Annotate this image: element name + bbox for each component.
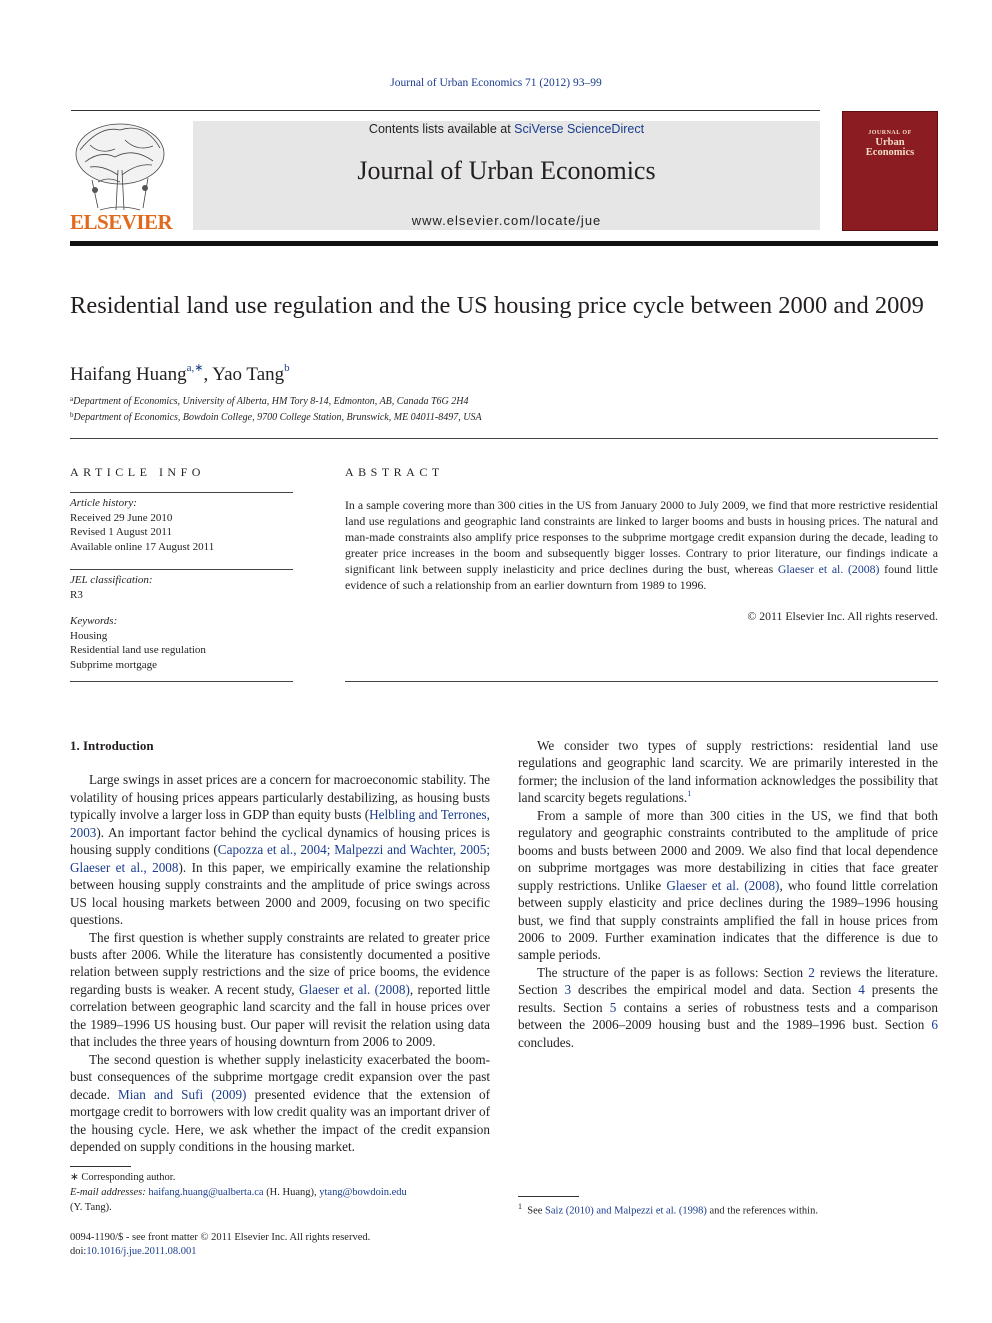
header-thick-rule <box>70 241 938 246</box>
divider <box>70 681 293 682</box>
section-link[interactable]: 5 <box>609 999 617 1015</box>
divider <box>70 438 938 439</box>
header-rule <box>71 110 820 111</box>
email-link[interactable]: haifang.huang@ualberta.ca <box>148 1187 264 1198</box>
citation-link[interactable]: Mian and Sufi (2009) <box>118 1086 247 1102</box>
keyword: Housing <box>70 629 108 642</box>
author-separator: , <box>203 364 213 385</box>
footnote-number: 1 <box>518 1202 522 1211</box>
footnote-rule <box>70 1166 131 1167</box>
issn-line: 0094-1190/$ - see front matter © 2011 Elsevier Inc. All rights reserved. <box>70 1232 371 1243</box>
body-column-right <box>518 737 938 1051</box>
history-item: Available online 17 August 2011 <box>70 540 215 553</box>
keyword: Residential land use regulation <box>70 644 206 656</box>
author-affil-mark[interactable]: a,∗ <box>186 362 204 374</box>
paragraph: We consider two types of supply restrictions: residential land use regulations and geographic land scarcity. We are primarily interested in the former; the inclusion of the land information acknowledges the possibility that land scarcity begets regulations.$^1$ <box>518 738 938 806</box>
citation-link[interactable]: Glaeser et al. (2008) <box>777 562 880 576</box>
divider <box>70 492 293 493</box>
history-item: Received 29 June 2010 <box>70 511 173 524</box>
doi-line <box>70 1244 490 1259</box>
section-link[interactable]: 6 <box>931 1017 938 1033</box>
contents-prefix: Contents lists available at <box>368 122 515 136</box>
email-link[interactable]: ytang@bowdoin.edu <box>319 1187 407 1198</box>
abstract-body: In a sample covering more than 300 cities in the US from January 2000 to July 2009, we find that more restrictive residential land use regulations and geographic land constraints are linked to larger booms and busts in housing prices. The natural and man-made constraints also amplify price responses to the subprime mortgage credit expansion during the decade, leading to greater price increases in the boom and subsequently bigger losses. Contrary to prior literature, our findings indicate a significant link between supply inelasticity and price declines during the bust, whereas <box>345 498 938 576</box>
author-affil-mark[interactable]: b <box>284 362 290 374</box>
abstract-text <box>345 497 938 593</box>
divider <box>70 569 293 570</box>
section-link[interactable]: 2 <box>808 964 815 980</box>
affil-text: Department of Economics, Bowdoin College, 9700 College Station, Brunswick, ME 04011-8497, USA <box>73 412 482 423</box>
citation-link[interactable]: Saiz (2010) and Malpezzi et al. (1998) <box>545 1205 707 1217</box>
elsevier-wordmark: ELSEVIER <box>70 210 173 234</box>
abstract-body: found little evidence of such a relationship from an earlier downturn from 1989 to 1996. <box>345 562 939 592</box>
jel-label: JEL classification: <box>70 574 153 586</box>
abstract-copyright: © 2011 Elsevier Inc. All rights reserved. <box>747 609 938 623</box>
authors <box>70 361 290 386</box>
affil-text: Department of Economics, University of Alberta, HM Tory 8-14, Edmonton, AB, Canada T6G 2H4 <box>73 396 469 407</box>
citation-link[interactable]: Glaeser et al. (2008) <box>666 877 780 893</box>
section-link[interactable]: 4 <box>858 982 865 998</box>
affiliation-a <box>70 395 468 407</box>
footnote-text: and the references within. <box>706 1205 818 1217</box>
cover-title-small: JOURNAL OF <box>868 130 912 136</box>
article-title: Residential land use regulation and the US housing price cycle between 2000 and 2009 <box>70 292 924 319</box>
paragraph: The structure of the paper is as follows: Section 2 reviews the literature. Section 3 describes the empirical model and data. Section 4 presents the results. Section 5 contains a series of robustness tests and a comparison between the 2006–2009 housing bust and the 1989–1996 bust. Section 6 concludes. <box>518 964 938 1050</box>
paragraph: From a sample of more than 300 cities in the US, we find that both regulatory and geographic constraints contributed to the amplitude of price booms and busts between 2000 and 2009. We also find that local dependence on subprime mortgages was more destabilizing in cities that face greater supply restrictions. Unlike Glaeser et al. (2008), who found little correlation between supply elasticity and price declines during the 1989–1996 housing bust, we find that supply constraints amplified the fall in house prices from 2006 to 2009. Further examination indicates that the difference is due to sample periods. <box>518 807 938 963</box>
citation-link[interactable]: Capozza et al., 2004; Malpezzi and Wachter, 2005; Glaeser et al., 2008 <box>70 842 490 875</box>
citation-link[interactable]: Glaeser et al. (2008) <box>298 981 410 997</box>
cover-title <box>842 128 938 158</box>
email-addresses <box>70 1185 490 1215</box>
section-link[interactable]: 3 <box>564 982 572 998</box>
running-head[interactable]: Journal of Urban Economics 71 (2012) 93–99 <box>390 77 602 89</box>
article-info-heading: ARTICLE INFO <box>70 465 205 479</box>
jel-code: R3 <box>70 588 83 601</box>
email-owner: (H. Huang), <box>263 1187 320 1198</box>
abstract-heading: ABSTRACT <box>345 465 444 479</box>
cover-title-line2: Economics <box>865 147 915 158</box>
jel-classification <box>70 573 293 602</box>
journal-name: Journal of Urban Economics <box>357 156 656 185</box>
body-column-left <box>70 737 490 1155</box>
footnote-rule <box>518 1196 579 1197</box>
paragraph: Large swings in asset prices are a concern for macroeconomic stability. The volatility of housing prices appears particularly destabilizing, as housing busts typically involve a larger loss in GDP than equity busts (Helbling and Terrones, 2003). An important factor behind the cyclical dynamics of housing prices is housing supply conditions (Capozza et al., 2004; Malpezzi and Wachter, 2005; Glaeser et al., 2008). In this paper, we empirically examine the relationship between housing supply constraints and the amplitude of price swings across US local housing markets between 2000 and 2009, focusing on two specific questions. <box>70 772 490 928</box>
email-owner: (Y. Tang). <box>70 1202 112 1213</box>
affiliation-b <box>70 411 482 423</box>
doi-link[interactable]: 10.1016/j.jue.2011.08.001 <box>86 1246 197 1257</box>
footnote-1 <box>518 1199 938 1219</box>
email-label: E-mail addresses: <box>70 1187 146 1198</box>
author-name: Haifang Huang <box>70 364 187 385</box>
history-item: Revised 1 August 2011 <box>70 526 172 538</box>
paragraph: The first question is whether supply constraints are related to greater price busts after 2006. While the literature has consistently documented a positive relation between supply restrictions and the size of price booms, the evidence regarding busts is weaker. A recent study, Glaeser et al. (2008), reported little correlation between geographic land scarcity and the fall in house prices over the 1989–1996 US housing bust. Our paper will revisit the relation using data that includes the three years of housing downturn from 2006 to 2009. <box>70 929 490 1050</box>
author-name: Yao Tang <box>212 364 285 385</box>
keyword: Subprime mortgage <box>70 658 158 671</box>
keywords-label: Keywords: <box>70 615 118 627</box>
section-heading: 1. Introduction <box>70 738 154 753</box>
citation-link[interactable]: Helbling and Terrones, 2003 <box>70 807 490 840</box>
journal-url[interactable]: www.elsevier.com/locate/jue <box>411 213 602 228</box>
contents-line <box>193 122 820 136</box>
corresponding-author-note: ∗ Corresponding author. <box>70 1172 176 1183</box>
footnote-text: See <box>527 1205 546 1217</box>
affil-mark: a <box>70 395 74 403</box>
history-label: Article history: <box>70 497 137 509</box>
divider <box>345 681 938 682</box>
affil-mark: b <box>70 411 74 419</box>
footnote-marker[interactable]: 1 <box>687 789 692 799</box>
article-history <box>70 496 293 554</box>
paragraph: The second question is whether supply inelasticity exacerbated the boom-bust consequences of the subprime mortgage credit expansion over the past decade. Mian and Sufi (2009) presented evidence that the extension of mortgage credit to borrowers with low credit quality was an important driver of the housing cycle. Here, we ask whether the impact of the credit expansion depended on supply conditions in the housing market. <box>70 1051 490 1154</box>
doi-label: doi: <box>70 1246 87 1257</box>
keywords <box>70 614 293 672</box>
sciencedirect-link[interactable]: SciVerse ScienceDirect <box>514 122 645 136</box>
cover-title-line1: Urban <box>875 137 905 148</box>
